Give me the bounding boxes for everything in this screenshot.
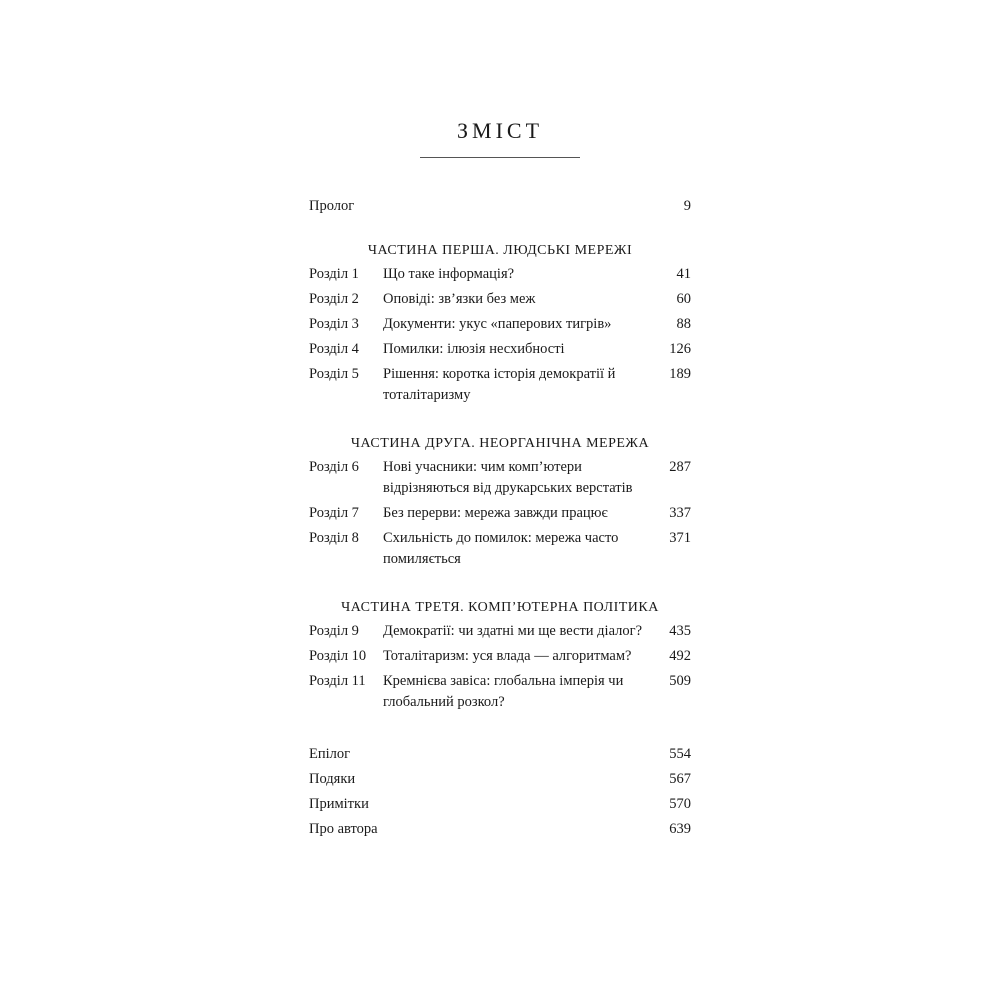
chapter-number: Розділ 2: [309, 291, 359, 307]
chapter-page: 60: [676, 291, 691, 307]
chapter-page: 189: [669, 366, 691, 382]
chapter-page: 88: [676, 316, 691, 332]
part-section: [309, 597, 691, 713]
back-matter: [309, 744, 691, 840]
entry-label: Епілог: [309, 746, 351, 762]
toc-entry-chapter: [309, 339, 691, 360]
chapter-number: Розділ 1: [309, 266, 359, 282]
entry-page: 554: [669, 746, 691, 762]
part-section: [309, 240, 691, 406]
toc-entry-chapter: [309, 503, 691, 524]
page-title: ЗМІСТ: [456, 118, 544, 143]
chapter-title: Без перерви: мережа завжди працює: [383, 505, 608, 521]
chapter-number: Розділ 7: [309, 505, 359, 521]
chapter-number: Розділ 6: [309, 459, 359, 475]
chapter-title: Кремнієва завіса: глобальна імперія чи глобальний розкол?: [383, 673, 624, 710]
toc-entry-chapter: [309, 646, 691, 667]
chapter-number: Розділ 5: [309, 366, 359, 382]
table-of-contents: [309, 196, 691, 844]
chapter-title: Схильність до помилок: мережа часто помиляється: [383, 530, 619, 567]
part-section: [309, 433, 691, 570]
chapter-number: Розділ 3: [309, 316, 359, 332]
chapter-page: 509: [669, 673, 691, 689]
chapter-page: 126: [669, 341, 691, 357]
chapter-page: 492: [669, 648, 691, 664]
chapter-number: Розділ 11: [309, 673, 366, 689]
chapter-title: Тоталітаризм: уся влада — алгоритмам?: [383, 648, 632, 664]
chapter-number: Розділ 10: [309, 648, 367, 664]
toc-entry-chapter: [309, 621, 691, 642]
toc-entry-chapter: [309, 457, 691, 499]
chapter-page: 371: [669, 530, 691, 546]
chapter-number: Розділ 4: [309, 341, 359, 357]
chapter-page: 41: [676, 266, 691, 282]
toc-entry-chapter: [309, 264, 691, 285]
toc-entry-chapter: [309, 528, 691, 570]
toc-entry-chapter: [309, 671, 691, 713]
entry-page: 639: [669, 821, 691, 837]
prologue-page: 9: [683, 198, 691, 214]
chapter-title: Оповіді: зв’язки без меж: [383, 291, 536, 307]
entry-label: Подяки: [309, 771, 356, 787]
chapter-page: 287: [669, 459, 691, 475]
toc-entry-chapter: [309, 289, 691, 310]
prologue-label: Пролог: [309, 198, 355, 214]
toc-entry-chapter: [309, 364, 691, 406]
toc-entry-chapter: [309, 314, 691, 335]
entry-page: 570: [669, 796, 691, 812]
chapter-title: Рішення: коротка історія демократії й тоталітаризму: [383, 366, 616, 403]
part-heading: ЧАСТИНА ДРУГА. НЕОРГАНІЧНА МЕРЕЖА: [350, 436, 650, 451]
part-heading: ЧАСТИНА ПЕРША. ЛЮДСЬКІ МЕРЕЖІ: [367, 243, 633, 258]
chapter-title: Що таке інформація?: [383, 266, 515, 282]
toc-entry-epilogue: [309, 744, 691, 765]
chapter-title: Документи: укус «паперових тигрів»: [383, 316, 612, 332]
chapter-number: Розділ 9: [309, 623, 359, 639]
chapter-title: Помилки: ілюзія несхибності: [383, 341, 565, 357]
chapter-page: 337: [669, 505, 691, 521]
part-heading: ЧАСТИНА ТРЕТЯ. КОМП’ЮТЕРНА ПОЛІТИКА: [341, 600, 659, 615]
toc-entry-acknowledgements: [309, 769, 691, 790]
toc-entry-notes: [309, 794, 691, 815]
chapter-title: Нові учасники: чим комп’ютери відрізняються від друкарських верстатів: [383, 459, 633, 496]
toc-entry-prologue: [309, 196, 691, 217]
entry-page: 567: [669, 771, 691, 787]
title-divider: [420, 157, 580, 158]
entry-label: Про автора: [309, 821, 378, 837]
chapter-title: Демократії: чи здатні ми ще вести діалог?: [383, 623, 643, 639]
chapter-number: Розділ 8: [309, 530, 359, 546]
toc-entry-about-author: [309, 819, 691, 840]
chapter-page: 435: [669, 623, 691, 639]
entry-label: Примітки: [309, 796, 369, 812]
